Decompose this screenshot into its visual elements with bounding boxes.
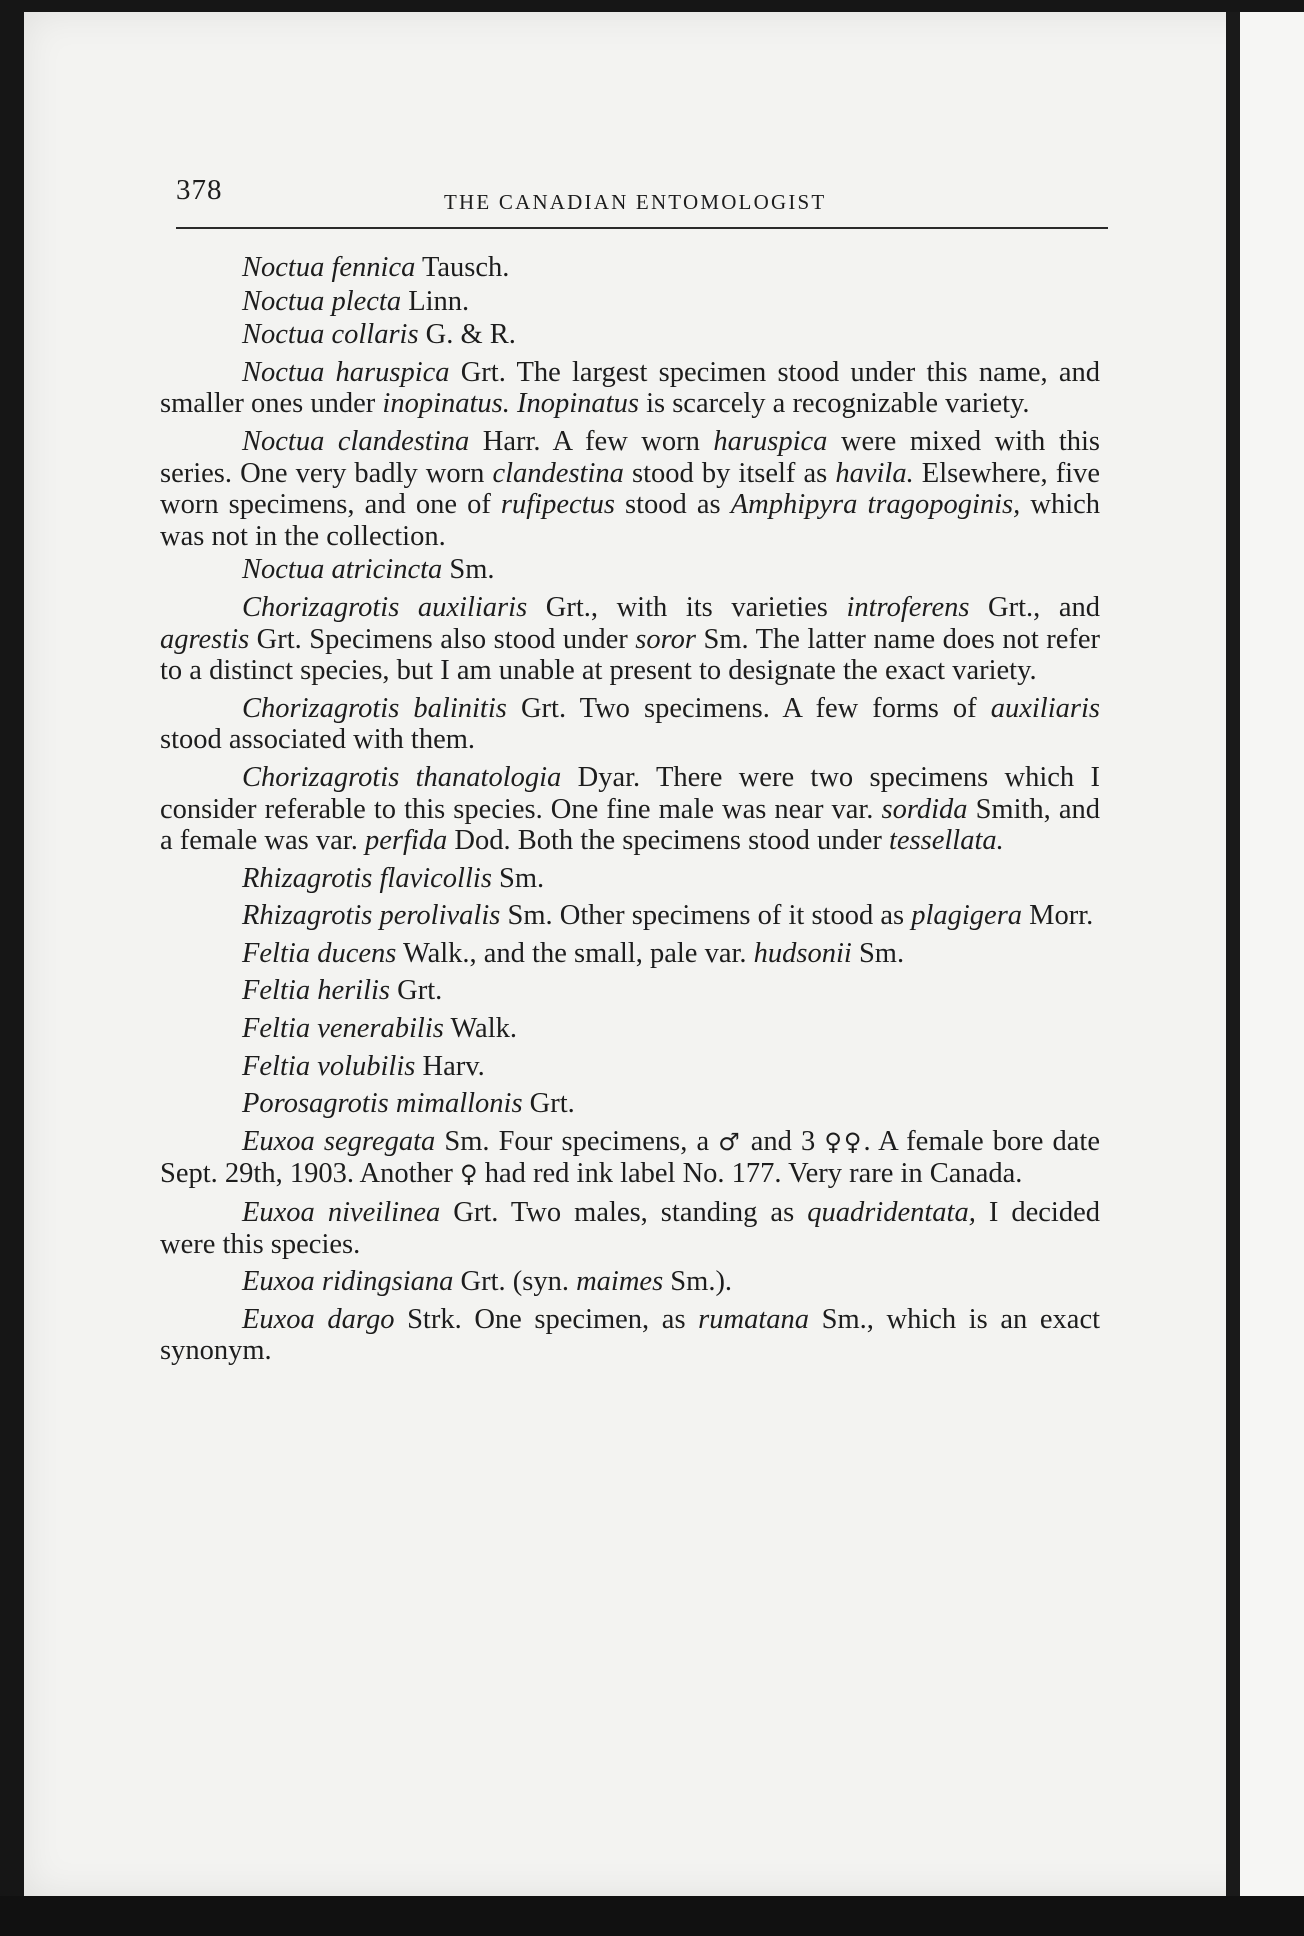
- species-author: Strk.: [394, 1303, 462, 1335]
- species-entry: [160, 693, 1100, 756]
- species-entry: [160, 554, 1100, 586]
- species-entry: [160, 1266, 1100, 1298]
- female-symbol: ♀: [460, 1160, 478, 1189]
- species-name: Noctua atricincta: [242, 554, 443, 586]
- entry-note: Sm.: [851, 937, 905, 969]
- entry-note: . A female bore date Sept. 29th, 1903. Another: [160, 1125, 1100, 1190]
- species-name: Feltia ducens: [242, 937, 397, 969]
- italic-name: plagigera: [911, 900, 1023, 932]
- species-author: Sm.: [435, 1125, 490, 1157]
- entry-note: The largest specimen stood under this name, and smaller ones under: [160, 356, 1100, 420]
- species-entry: [160, 938, 1100, 970]
- species-name: Euxoa niveilinea: [242, 1197, 441, 1229]
- entry-note: [510, 388, 517, 419]
- species-entry: [160, 426, 1100, 552]
- species-name: Chorizagrotis balinitis: [242, 692, 507, 724]
- female-symbols: ♀♀: [824, 1127, 864, 1156]
- species-name: Euxoa dargo: [242, 1303, 395, 1335]
- entry-note: and the small, pale var.: [476, 937, 754, 969]
- entry-note: Grt., and: [969, 591, 1100, 623]
- species-entry: [160, 975, 1100, 1007]
- italic-name: clandestina: [492, 457, 624, 489]
- species-entry: [160, 252, 1100, 284]
- entry-note: which was not in the collection.: [160, 489, 1101, 552]
- italic-name: soror: [635, 623, 696, 655]
- binding-edge: [1226, 12, 1240, 1896]
- species-entry: [160, 1126, 1100, 1191]
- species-entry: [160, 1051, 1100, 1083]
- species-name: Chorizagrotis auxiliaris: [242, 591, 528, 623]
- species-entry: [160, 1197, 1100, 1260]
- species-name: Euxoa ridingsiana: [242, 1266, 454, 1298]
- species-entry: [160, 1304, 1100, 1367]
- species-name: Rhizagrotis flavicollis: [242, 862, 492, 894]
- species-name: Porosagrotis mimallonis: [242, 1088, 523, 1120]
- entry-note: were mixed with this series. One very badly worn: [160, 425, 1100, 489]
- species-name: Noctua fennica: [242, 252, 416, 283]
- species-author: Linn.: [401, 285, 470, 317]
- species-entry: [160, 863, 1100, 895]
- entry-note: Sm., which is an exact synonym.: [160, 1303, 1101, 1367]
- entry-note: Sm. The latter name does not refer to a distinct species, but I am unable at present to designate the exact variety.: [160, 623, 1100, 687]
- male-symbol: ♂: [718, 1127, 742, 1156]
- species-author: Walk.: [443, 1013, 517, 1045]
- entry-note: had red ink label No. 177. Very rare in Canada.: [477, 1158, 1023, 1190]
- species-author: Sm.: [491, 862, 545, 894]
- species-author: Grt.: [522, 1088, 575, 1120]
- entry-note: There were two specimens which I consider referable to this species. One fine male was near var.: [160, 761, 1100, 825]
- entry-note: A few worn: [540, 425, 714, 457]
- italic-name: sordida: [881, 793, 968, 825]
- entry-note: is scarcely a recognizable variety.: [638, 388, 1030, 420]
- entry-note: stood by itself as: [623, 457, 836, 489]
- species-author: Sm.: [500, 900, 553, 932]
- species-author: Sm.: [442, 554, 495, 586]
- entry-note: and 3: [741, 1125, 825, 1157]
- italic-name: rufipectus: [500, 489, 615, 521]
- species-name: Noctua collaris: [242, 319, 419, 351]
- entry-note: with its varieties: [598, 591, 847, 623]
- entry-note: Two males, standing as: [498, 1197, 808, 1229]
- species-entry: [160, 1088, 1100, 1120]
- italic-name: hudsonii: [753, 937, 852, 969]
- species-author: Grt.: [449, 356, 506, 388]
- italic-name: maimes: [576, 1266, 664, 1298]
- scan-bottom-border: [0, 1896, 1304, 1936]
- entry-note: One specimen, as: [461, 1303, 699, 1335]
- entry-note: Morr.: [1022, 900, 1094, 932]
- italic-name: rumatana: [698, 1303, 809, 1335]
- entry-note: Smith, and a female was var.: [160, 793, 1100, 857]
- entry-note: stood associated with them.: [160, 724, 476, 756]
- species-entry: [160, 319, 1100, 351]
- italic-name: havila.: [835, 457, 914, 489]
- species-entry: [160, 762, 1100, 857]
- next-page-edge: [1240, 12, 1304, 1896]
- species-entry: [160, 357, 1100, 420]
- italic-name: inopinatus.: [382, 388, 510, 420]
- species-author: Dyar.: [561, 761, 641, 793]
- species-author: Harv.: [415, 1050, 485, 1082]
- species-name: Feltia venerabilis: [242, 1013, 444, 1045]
- species-name: Noctua plecta: [242, 285, 402, 317]
- entry-note: Dod. Both the specimens stood under: [447, 825, 889, 857]
- species-entry: [160, 592, 1100, 687]
- page-number: 378: [176, 174, 223, 206]
- species-author: Grt.: [453, 1266, 506, 1298]
- entry-note: I decided were this species.: [160, 1197, 1101, 1260]
- species-author: Grt.: [506, 692, 567, 724]
- italic-name: agrestis: [160, 623, 250, 655]
- italic-name: quadridentata,: [807, 1197, 976, 1229]
- species-name: Feltia herilis: [242, 975, 391, 1007]
- species-author: G. & R.: [418, 319, 516, 351]
- italic-name: Amphipyra tragopoginis,: [730, 489, 1021, 521]
- species-name: Feltia volubilis: [242, 1050, 416, 1082]
- italic-name: introferens: [846, 591, 970, 623]
- species-name: Noctua clandestina: [242, 425, 470, 457]
- italic-name: Inopinatus: [517, 388, 639, 420]
- species-name: Rhizagrotis perolivalis: [242, 900, 501, 932]
- species-name: Chorizagrotis thanatologia: [242, 761, 562, 793]
- entry-note: Sm.).: [663, 1266, 733, 1298]
- italic-name: haruspica: [713, 425, 828, 457]
- running-title: THE CANADIAN ENTOMOLOGIST: [444, 190, 827, 214]
- entry-note: Grt. Specimens also stood under: [249, 623, 636, 655]
- species-name: Euxoa segregata: [242, 1125, 436, 1157]
- entry-note: Two specimens. A few forms of: [566, 692, 991, 724]
- species-entry: [160, 900, 1100, 932]
- entry-note: Four specimens, a: [489, 1125, 719, 1157]
- entry-note: Elsewhere, five worn specimens, and one of: [160, 457, 1101, 521]
- species-author: Grt.: [390, 975, 443, 1007]
- italic-name: tessellata.: [888, 825, 1004, 857]
- entry-note: Other specimens of it stood as: [552, 900, 912, 932]
- species-author: Grt.: [440, 1197, 499, 1229]
- page-body: [160, 252, 1100, 1373]
- species-name: Noctua haruspica: [242, 356, 450, 388]
- entry-note: stood as: [614, 489, 731, 521]
- italic-name: perfida: [364, 825, 448, 857]
- species-author: Grt.,: [527, 591, 598, 623]
- species-author: Harr.: [469, 425, 541, 457]
- species-entry: [160, 286, 1100, 318]
- species-author: Walk.,: [396, 937, 477, 969]
- species-author: Tausch.: [415, 252, 510, 283]
- entry-note: (syn.: [505, 1266, 577, 1298]
- header-rule: [176, 227, 1108, 229]
- species-entry: [160, 1013, 1100, 1045]
- italic-name: auxiliaris: [990, 692, 1100, 724]
